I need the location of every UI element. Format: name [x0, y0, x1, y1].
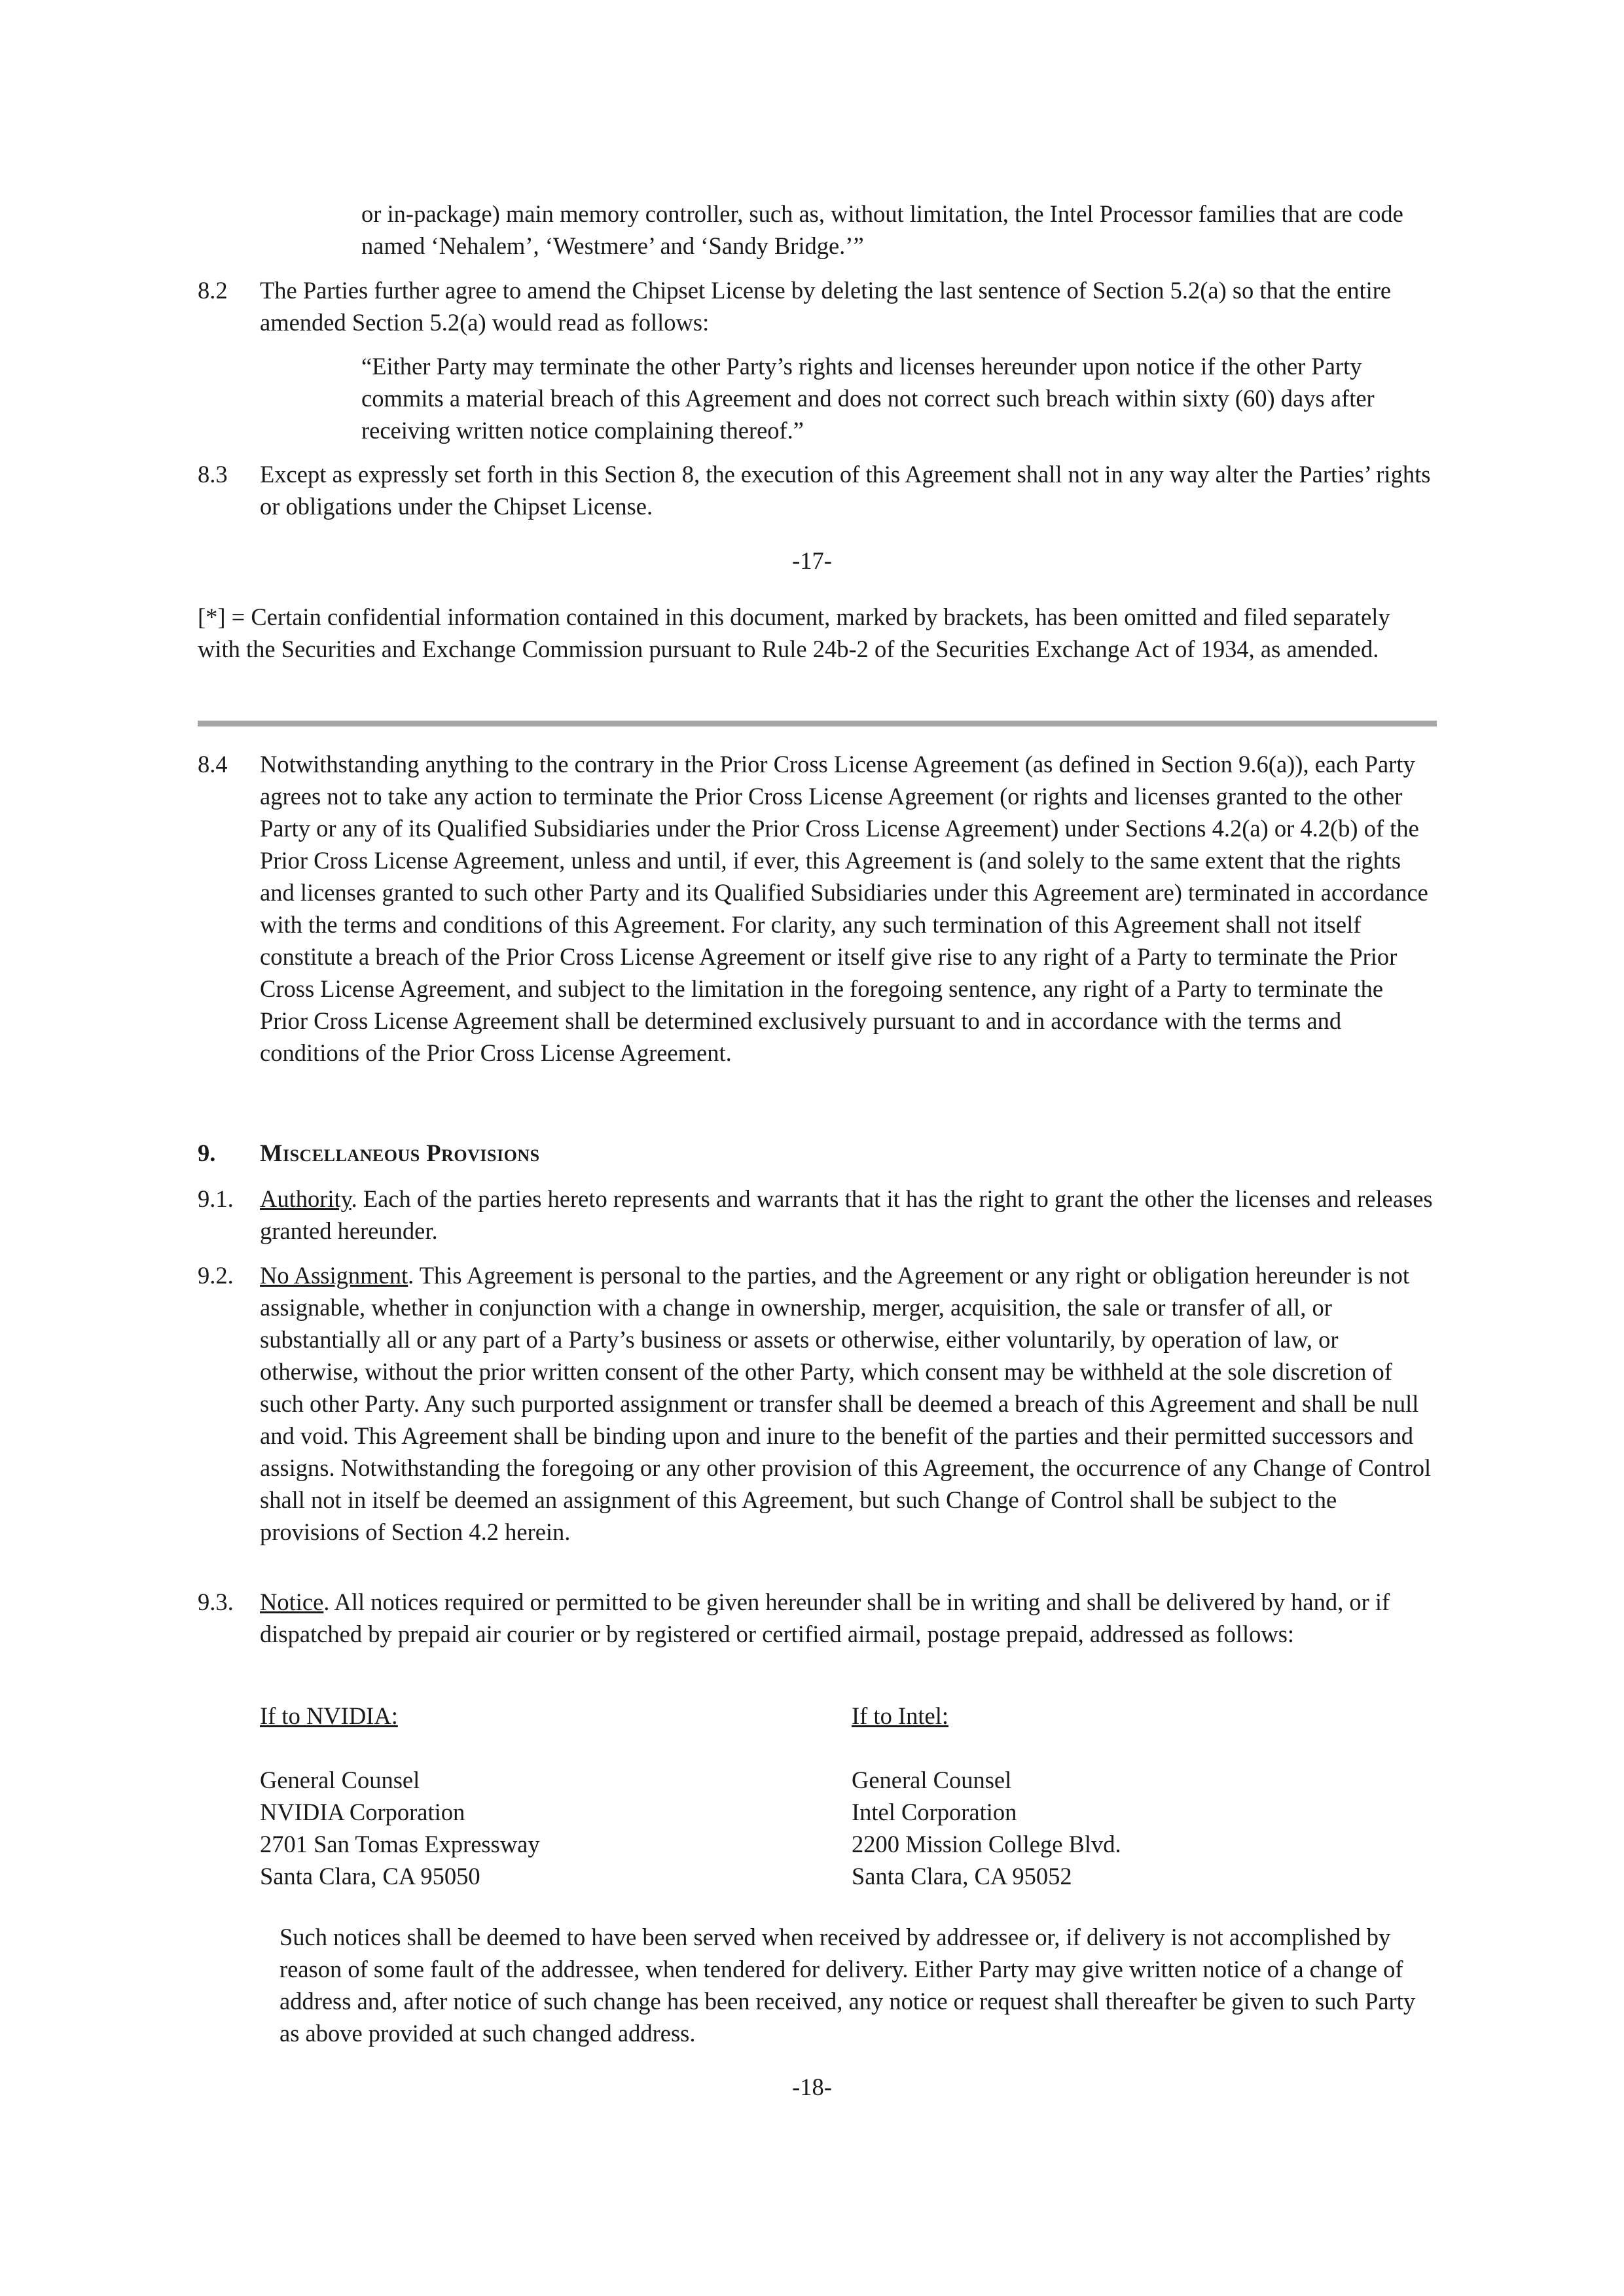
- intel-address-block: [852, 1700, 1388, 1892]
- address-line: General Counsel: [260, 1767, 420, 1793]
- section-title: Miscellaneous Provisions: [260, 1139, 540, 1166]
- section-number: 8.2: [198, 277, 228, 304]
- section-9-3: [260, 1586, 1437, 1650]
- section-heading: Authority: [260, 1185, 352, 1212]
- section-number: 9.: [198, 1139, 216, 1166]
- section-8-1-continuation: or in-package) main memory controller, such as, without limitation, the Intel Processor families that are code named ‘Nehalem’, ‘Westmere’ and ‘Sandy Bridge.’”: [361, 200, 1403, 259]
- address-label: If to NVIDIA:: [260, 1702, 398, 1729]
- section-text: . This Agreement is personal to the parties, and the Agreement or any right or obligation hereunder is not assignable, whether in conjunction with a change in ownership, merger, acquisition, the sale or transfer of all, or substantially all or any part of a Party’s business or assets or otherwise, either voluntarily, by operation of law, or otherwise, without the prior written consent of the other Party, which consent may be withheld at the sole discretion of such other Party. Any such purported assignment or transfer shall be deemed a breach of this Agreement and shall be null and void. This Agreement shall be binding upon and inure to the benefit of the parties and their permitted successors and assigns. Notwithstanding the foregoing or any other provision of this Agreement, the occurrence of any Change of Control shall not in itself be deemed an assignment of this Agreement, but such Change of Control shall be subject to the provisions of Section 4.2 herein.: [260, 1262, 1432, 1545]
- address-line: NVIDIA Corporation: [260, 1799, 465, 1825]
- notice-closing-text: Such notices shall be deemed to have been served when received by addressee or, if delivery is not accomplished by reason of some fault of the addressee, when tendered for delivery. Either Party may give written notice of a change of address and, after notice of such change has been received, any notice or request shall thereafter be given to such Party as above provided at such changed address.: [280, 1924, 1416, 2047]
- section-text: . All notices required or permitted to be given hereunder shall be in writing and shall be delivered by hand, or if dispatched by prepaid air courier or by registered or certified airmail, postage prepaid, addressed as follows:: [260, 1588, 1390, 1647]
- page-number: -17-: [792, 547, 832, 574]
- section-heading: Notice: [260, 1588, 324, 1615]
- address-line: Santa Clara, CA 95050: [260, 1863, 480, 1890]
- address-line: 2200 Mission College Blvd.: [852, 1831, 1121, 1857]
- section-8-2-text: The Parties further agree to amend the Chipset License by deleting the last sentence of Section 5.2(a) so that the entire amended Section 5.2(a) would read as follows:: [260, 277, 1392, 336]
- address-line: Santa Clara, CA 95052: [852, 1863, 1072, 1890]
- confidential-note: [*] = Certain confidential information contained in this document, marked by brackets, has been omitted and filed separately with the Securities and Exchange Commission pursuant to Rule 24b-2 of the Securities Exchange Act of 1934, as amended.: [198, 603, 1390, 662]
- section-9-1: [260, 1183, 1437, 1247]
- address-line: 2701 San Tomas Expressway: [260, 1831, 540, 1857]
- address-line: General Counsel: [852, 1767, 1012, 1793]
- section-text: . Each of the parties hereto represents and warrants that it has the right to grant the other the licenses and releases granted hereunder.: [260, 1185, 1433, 1244]
- section-8-3-text: Except as expressly set forth in this Section 8, the execution of this Agreement shall not in any way alter the Parties’ rights or obligations under the Chipset License.: [260, 461, 1431, 520]
- section-number: 9.3.: [198, 1588, 234, 1615]
- section-number: 8.4: [198, 751, 228, 778]
- page-divider: [198, 721, 1437, 726]
- section-number: 8.3: [198, 461, 228, 488]
- section-9-2: [260, 1259, 1437, 1548]
- section-number: 9.1.: [198, 1185, 234, 1212]
- section-number: 9.2.: [198, 1262, 234, 1289]
- section-8-2-quote: “Either Party may terminate the other Party’s rights and licenses hereunder upon notice if the other Party commits a material breach of this Agreement and does not correct such breach within sixty (60) days after receiving written notice complaining thereof.”: [361, 353, 1375, 444]
- page-number: -18-: [792, 2073, 832, 2100]
- address-line: Intel Corporation: [852, 1799, 1017, 1825]
- nvidia-address-block: [260, 1700, 797, 1892]
- section-8-4-text: Notwithstanding anything to the contrary in the Prior Cross License Agreement (as defined in Section 9.6(a)), each Party agrees not to take any action to terminate the Prior Cross License Agreement (or rights and licenses granted to the other Party or any of its Qualified Subsidiaries under the Prior Cross License Agreement) under Sections 4.2(a) or 4.2(b) of the Prior Cross License Agreement, unless and until, if ever, this Agreement is (and solely to the same extent that the rights and licenses granted to such other Party and its Qualified Subsidiaries under this Agreement are) terminated in accordance with the terms and conditions of this Agreement. For clarity, any such termination of this Agreement shall not itself constitute a breach of the Prior Cross License Agreement or itself give rise to any right of a Party to terminate the Prior Cross License Agreement, and subject to the limitation in the foregoing sentence, any right of a Party to terminate the Prior Cross License Agreement shall be determined exclusively pursuant to and in accordance with the terms and conditions of the Prior Cross License Agreement.: [260, 751, 1428, 1066]
- section-heading: No Assignment: [260, 1262, 408, 1289]
- address-label: If to Intel:: [852, 1702, 948, 1729]
